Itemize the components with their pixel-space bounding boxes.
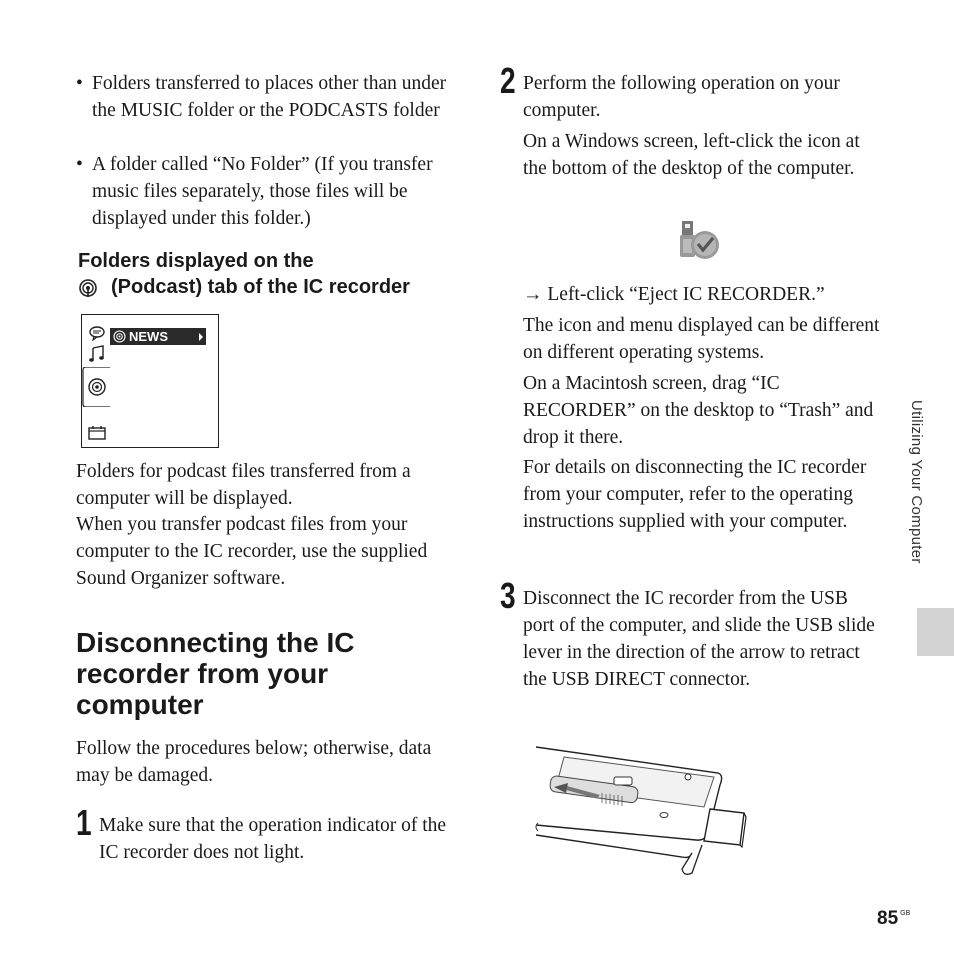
triangle-right-icon: [198, 333, 204, 341]
subheading: [78, 248, 314, 274]
bullet-item: [76, 70, 472, 124]
step-text: Perform the following operation on your computer.: [523, 73, 840, 121]
bullet-text: A folder called “No Folder” (If you transfer music files separately, those files will be displayed under this folder.): [92, 154, 433, 229]
side-tab-text: Utilizing Your Computer: [908, 400, 925, 564]
arrow-right-icon: →: [523, 284, 543, 305]
paragraph: Folders for podcast files transferred from a computer will be displayed.: [76, 461, 411, 509]
bullet-item: [76, 151, 472, 232]
page-number-suffix: GB: [900, 910, 911, 917]
voice-tab-icon: [88, 325, 106, 341]
podcast-icon: [113, 330, 126, 343]
paragraph-text: Left-click “Eject IC RECORDER.”: [547, 284, 825, 305]
step-text: Make sure that the operation indicator of the IC recorder does not light.: [99, 815, 447, 863]
ic-recorder-illustration: [532, 745, 752, 885]
page-number-value: 85: [877, 908, 899, 929]
eject-hardware-icon: [677, 219, 723, 263]
step-text: Disconnect the IC recorder from the USB port of the computer, and slide the USB slide lever in the direction of the arrow to retract the USB DIRECT connector.: [523, 588, 875, 690]
bullet-marker: •: [76, 154, 83, 175]
chapter-tab-marker: [917, 608, 954, 656]
calendar-tab-icon: [88, 425, 106, 441]
paragraph: On a Windows screen, left-click the icon at the bottom of the desktop of the computer.: [523, 131, 860, 179]
music-tab-icon: [88, 345, 106, 363]
paragraph: The icon and menu displayed can be different on different operating systems.: [523, 315, 880, 363]
step-number: 1: [76, 802, 92, 843]
bullet-marker: •: [76, 73, 83, 94]
paragraph: Follow the procedures below; otherwise, data may be damaged.: [76, 738, 432, 786]
page-number: [877, 908, 910, 930]
paragraph: When you transfer podcast files from your computer to the IC recorder, use the supplied Sound Organizer software.: [76, 514, 428, 589]
paragraph: On a Macintosh screen, drag “IC RECORDER” on the desktop to “Trash” and drop it there.: [523, 373, 874, 448]
subheading-line: Folders displayed on the: [78, 250, 314, 272]
folder-name: NEWS: [129, 329, 168, 344]
step-number: 2: [500, 60, 516, 101]
step-number: 3: [500, 575, 516, 616]
bullet-text: Folders transferred to places other than under the MUSIC folder or the PODCASTS folder: [92, 73, 447, 121]
display-tab-column: [82, 315, 109, 447]
side-tab-label: [908, 400, 938, 605]
podcast-tab-outline: [82, 367, 110, 407]
podcast-icon: [78, 278, 98, 298]
folder-list-item: [110, 328, 206, 345]
recorder-display-illustration: [81, 314, 219, 448]
subheading-line: (Podcast) tab of the IC recorder: [111, 276, 410, 298]
section-title: Disconnecting the IC recorder from your computer: [76, 627, 355, 720]
paragraph: For details on disconnecting the IC recorder from your computer, refer to the operating instructions supplied with your computer.: [523, 457, 867, 532]
paragraph: [523, 281, 883, 308]
